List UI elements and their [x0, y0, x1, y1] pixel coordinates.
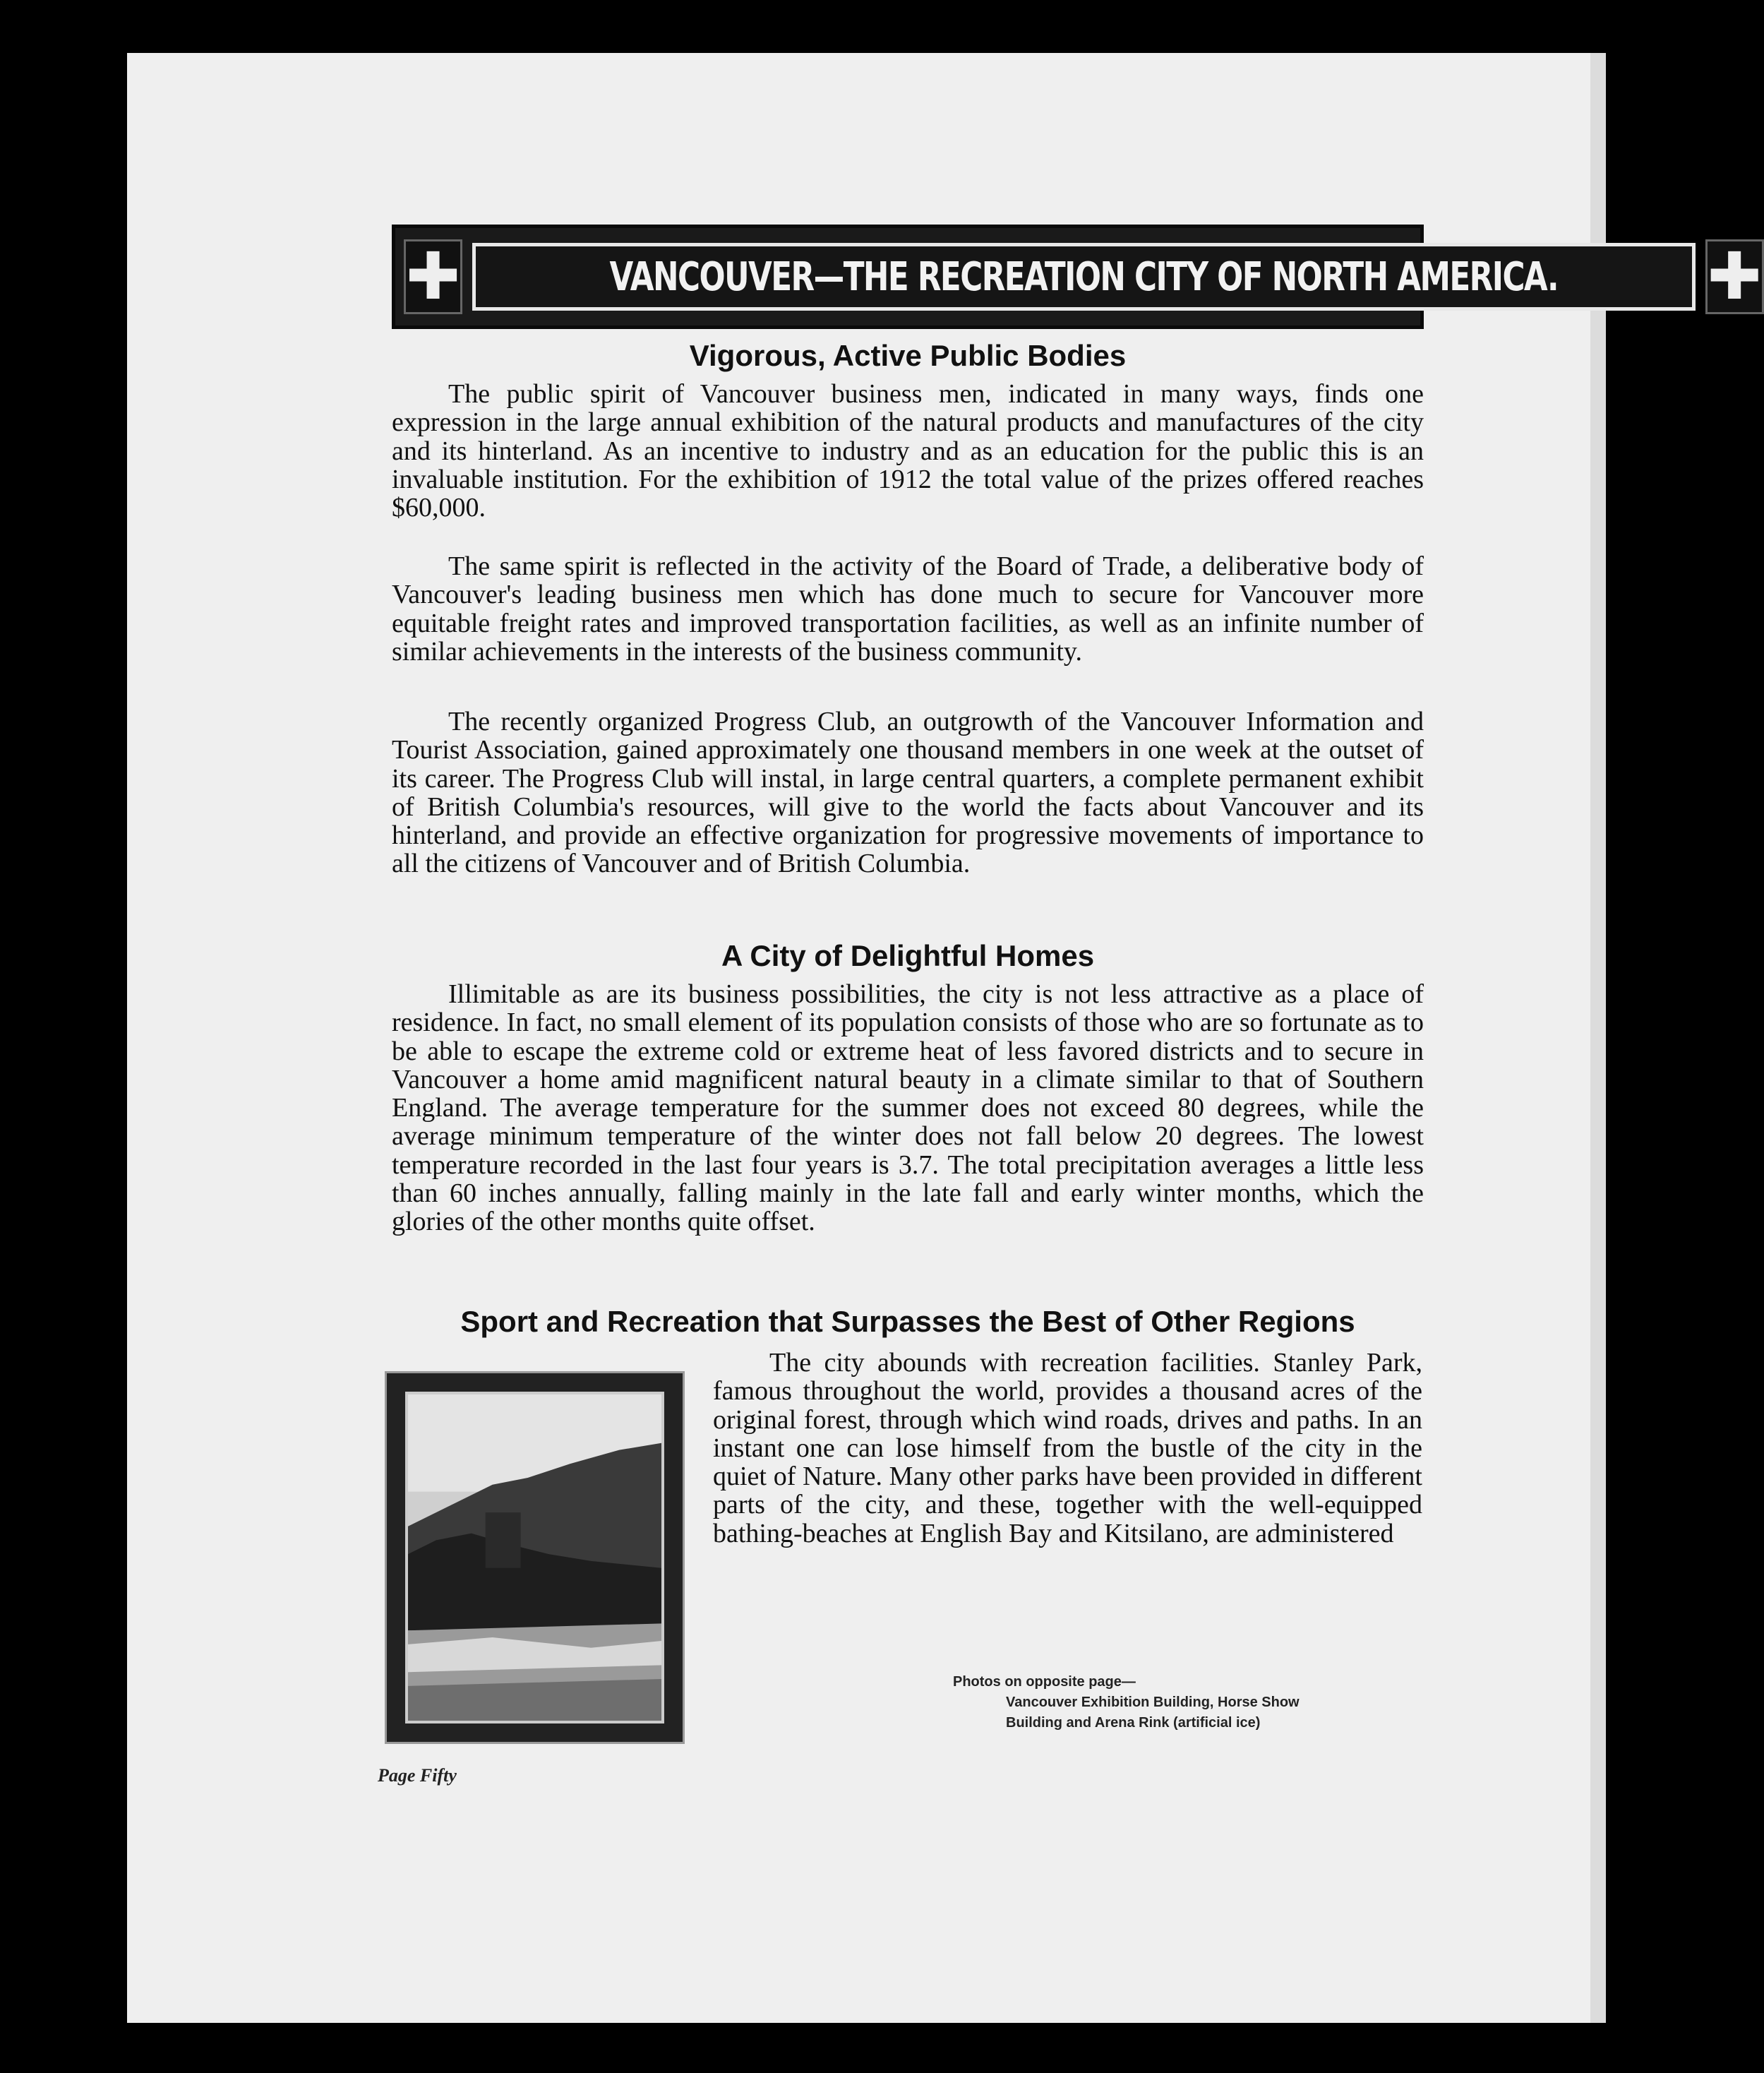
photo-caption: [953, 1672, 1433, 1733]
title-banner: [392, 225, 1762, 329]
heading-delightful-homes: A City of Delightful Homes: [721, 939, 1095, 972]
cross-icon: ✚: [404, 239, 462, 314]
paragraph-progress-club: The recently organized Progress Club, an outgrowth of the Vancouver Information and Tourist Association, gained approximately one thousand members in one week at the outset of its career. The Progress Club will instal, in large central quarters, a complete permanent exhibit of British Columbia's resources, will give to the world the facts about Vancouver and its hinterland, and provide an effective organization for progressive movements of importance to all the citizens of Vancouver and of British Columbia.: [392, 707, 1424, 879]
heading-vigorous-bodies: Vigorous, Active Public Bodies: [689, 339, 1127, 372]
park-photo: [385, 1371, 685, 1744]
caption-line-2: Vancouver Exhibition Building, Horse Show: [1006, 1695, 1300, 1710]
banner-title: VANCOUVER—THE RECREATION CITY OF NORTH AMERICA.: [609, 253, 1559, 300]
paragraph-recreation: The city abounds with recreation facilities. Stanley Park, famous throughout the world, provides a thousand acres of the original forest, through which wind roads, drives and paths. In an instant one can lose himself from the bustle of the city in the quiet of Nature. Many other parks have been provided in different parts of the city, and these, together with the well-equipped bathing-beaches at English Bay and Kitsilano, are administered: [713, 1348, 1422, 1548]
park-photo-image: [408, 1394, 661, 1721]
cross-icon: ✚: [1705, 239, 1764, 314]
caption-line-1: Photos on opposite page—: [953, 1674, 1136, 1690]
caption-line-3: Building and Arena Rink (artificial ice): [1006, 1715, 1261, 1731]
page-number: Page Fifty: [378, 1765, 457, 1786]
paragraph-board-of-trade: The same spirit is reflected in the activity of the Board of Trade, a deliberative body of Vancouver's leading business men which has done much to secure for Vancouver more equitable freight rates and improved transportation facilities, as well as an infinite number of similar achievements in the interests of the business community.: [392, 551, 1424, 667]
banner-title-frame: [472, 243, 1696, 311]
heading-sport-recreation: Sport and Recreation that Surpasses the Best of Other Regions: [460, 1305, 1355, 1338]
paragraph-residence: Illimitable as are its business possibilities, the city is not less attractive as a place of residence. In fact, no small element of its population consists of those who are so fortunate as to be able to escape the extreme cold or extreme heat of less favored districts and to secure in Vancouver a home amid magnificent natural beauty in a climate similar to that of Southern England. The average temperature for the summer does not exceed 80 degrees, while the average minimum temperature of the winter does not fall below 20 degrees. The lowest temperature recorded in the last four years is 3.7. The total precipitation averages a little less than 60 inches annually, falling mainly in the late fall and early winter months, which the glories of the other months quite offset.: [392, 979, 1424, 1237]
paragraph-exhibition: The public spirit of Vancouver business men, indicated in many ways, finds one expression in the large annual exhibition of the natural products and manufactures of the city and its hinterland. As an incentive to industry and as an education for the public this is an invaluable institution. For the exhibition of 1912 the total value of the prizes offered reaches $60,000.: [392, 379, 1424, 523]
